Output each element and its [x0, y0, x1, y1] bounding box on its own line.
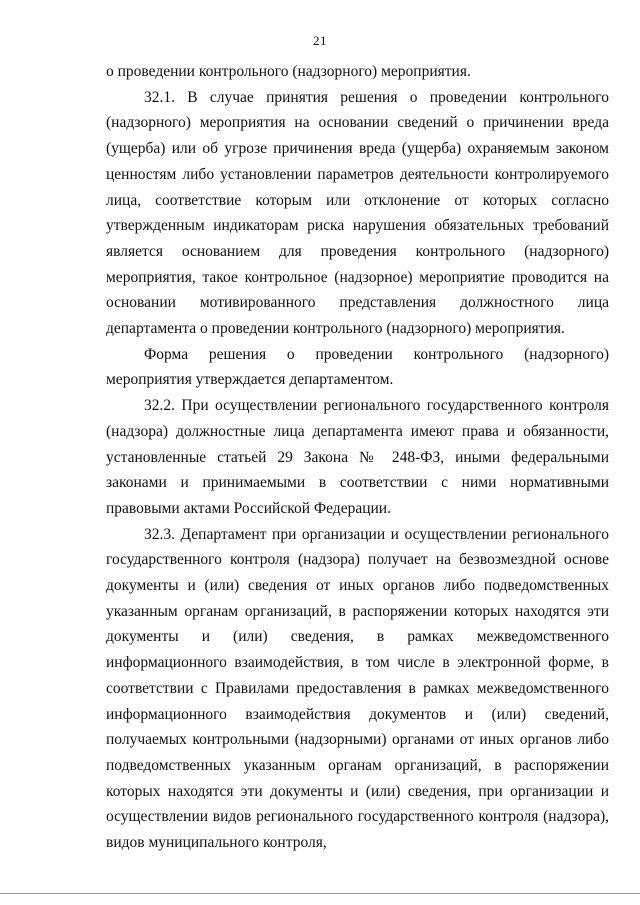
- paragraph-continuation: о проведении контрольного (надзорного) мероприятия.: [106, 63, 471, 80]
- paragraph-32-1: 32.1. В случае принятия решения о проведении контрольного (надзорного) мероприятия на основании сведений о причинении вреда (ущерба) или об угрозе причинения вреда (ущерба) охраняемым законом ценностям либо установлении параметров деятельности контролируемого лица, соответствие которым или отклонение от которых согласно утвержденным индикаторам риска нарушения обязательных требований является основанием для проведения контрольного (надзорного) мероприятия, такое контрольное (надзорное) мероприятие проводится на основании мотивированного представления должностного лица департамента о проведении контрольного (надзорного) мероприятия.: [106, 88, 609, 338]
- paragraph-decision-form: Форма решения о проведении контрольного (надзорного) мероприятия утверждается департаментом.: [106, 345, 609, 389]
- page-number: 21: [313, 33, 327, 48]
- paragraph-32-3: 32.3. Департамент при организации и осуществлении регионального государственного контроля (надзора) получает на безвозмездной основе документы и (или) сведения от иных органов либо подведомственных указанным органам организаций, в распоряжении которых находятся эти документы и (или) сведения, в рамках межведомственного информационного взаимодействия, в том числе в электронной форме, в соответствии с Правилами предоставления в рамках межведомственного информационного взаимодействия документов и (или) сведений, получаемых контрольными (надзорными) органами от иных органов либо подведомственных указанным органам организаций, в распоряжении которых находятся эти документы и (или) сведения, при организации и осуществлении видов регионального государственного контроля (надзора), видов муниципального контроля,: [106, 525, 609, 852]
- document-body: [106, 59, 609, 856]
- page-bottom-edge: [0, 893, 640, 894]
- paragraph-32-2: 32.2. При осуществлении регионального государственного контроля (надзора) должностные лица департамента имеют права и обязанности, установленные статьей 29 Закона № 248-ФЗ, иными федеральными законами и принимаемыми в соответствии с ними нормативными правовыми актами Российской Федерации.: [106, 397, 609, 517]
